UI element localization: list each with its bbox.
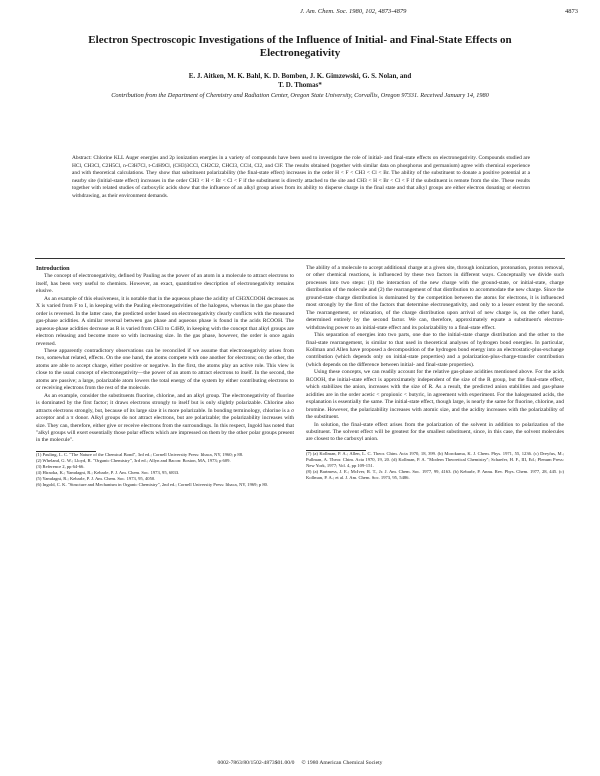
author-list xyxy=(100,72,500,90)
left-column xyxy=(36,265,294,488)
authors-line-2: T. D. Thomas* xyxy=(278,81,322,89)
footnote: (4) Hiraoka, K.; Yamdagni, R.; Kebarle, P. J. Am. Chem. Soc. 1973, 95, 6833. xyxy=(36,469,180,475)
paragraph: The ability of a molecule to accept additional charge at a given site, through ionization, protonation, proton removal, or other chemical reactions, is influenced by these two factors in different ways. Conceptually we divide such processes into two steps: (1) the interaction of the new charge with the ground-state, or initial-state, charge distribution of the molecule and (2) the rearrangement of that distribution to accommodate the new charge. Since the ground-state charge distribution is dominated by the competition between the atoms for electrons, it is influenced most strongly by the first of the factors that determine electronegativity, and only to a lesser extent by the second. The rearrangement, or relaxation, of the charge distribution upon arrival of new charge is, on the other hand, determined entirely by the second factor. We can, therefore, approximately equate a substituent's electron-withdrawing power to an initial-state effect and its polarizability to a final-state effect. xyxy=(306,265,564,331)
paragraph: Using these concepts, we can readily account for the relative gas-phase acidities mentioned above. For the acids RCOOH, the initial-state effect is approximately independent of the size of the R group, but the final-state effect, which stabilizes the anion, increases with the size of R. As a result, the predicted anion stabilities and gas-phase acidities are in the order acetic < propionic < butyric, in agreement with experiment. For the halogenated acids, the explanation is essentially the same. The initial-state effect, though large, is nearly the same for fluorine, chlorine, and bromine. However, the polarizability increases with atomic size, and the acidity increases with the polarizability of the substituent. xyxy=(306,369,564,421)
running-head: J. Am. Chem. Soc. 1980, 102, 4873-4879 xyxy=(300,8,407,15)
article-code: 0002-7863/80/1502-4873$01.00/0 xyxy=(217,760,295,766)
footnote: (6) Ingold, C. K. "Structure and Mechanism in Organic Chemistry", 2nd ed.; Cornell University Press: Ithaca, NY, 1969; p 80. xyxy=(36,481,269,487)
page-number: 4873 xyxy=(565,8,578,15)
section-heading-introduction: Introduction xyxy=(36,265,70,272)
copyright-notice: © 1980 American Chemical Society xyxy=(301,760,383,766)
article-title: Electron Spectroscopic Investigations of the Influence of Initial- and Final-State Effects on Electronegativity xyxy=(88,34,512,59)
authors-line-1: E. J. Aitken, M. K. Bahl, K. D. Bomben, J. K. Gimzewski, G. S. Nolan, and xyxy=(188,72,412,80)
footnotes-left xyxy=(36,452,294,488)
copyright-line xyxy=(0,760,600,766)
right-column xyxy=(306,265,564,481)
footnote: (8) (a) Bartmess, J. E.; McIver, R. T., Jr. J. Am. Chem. Soc. 1977, 99, 4163. (b) Kebarle, P. Annu. Rev. Phys. Chem. 1977, 28, 445. (c) Kollman, P. A.; et al. J. Am. Chem. Soc. 1973, 95, 5486. xyxy=(306,468,564,480)
paragraph: As an example, consider the substituents fluorine, chlorine, and an alkyl group. The electronegativity of fluorine is dominated by the first factor; it draws electrons strongly to itself but is only slightly polarizable. Chlorine also attracts electrons strongly, but, because of its large size it is more polarizable. In bonding terminology, chlorine is a σ acceptor and a π donor. Alkyl groups do not attract electrons, but are polarizable; the polarizability increases with size. They can, therefore, either give or receive electrons from the surroundings. In this respect, Ingold has noted that "alkyl groups will exert essentially those polar effects which are impressed on them by the other polar groups present in the molecule". xyxy=(36,392,294,444)
abstract: Abstract: Chlorine KLL Auger energies and 2p ionization energies in a variety of compounds have been used to investigate the role of initial- and final-state effects on electronegativity. Compounds studied are HCl, CH3Cl, C2H5Cl, n-C3H7Cl, t-C4H9Cl, (CH3)3CCl, CH2Cl2, CHCl3, CCl4, Cl2, and ClF. The results obtained (together with similar data on phosphorus and germanium) agree with chemical experience and with theoretical calculations. They show that substituent polarizability (the final-state effect) increases in the order H < F < CH3 < Cl < Br. The ability of the substituent to donate a positive potential at a nearby site (initial-state effect) increases in the order CH3 < H < Br < Cl < F if the substituent is directly attached to the site and CH3 < H < Br < Cl < F if the substituent is remote from the site. These results together with related studies of carboxylic acids show that the influence of an alkyl group arises from its ability to disperse charge in the final state and that alkyl groups are either electron donating or electron withdrawing, as their environment demands. xyxy=(72,155,530,199)
footnote: (3) Reference 2, pp 64-66. xyxy=(36,463,85,469)
affiliation: Contribution from the Department of Chemistry and Radiation Center, Oregon State University, Corvallis, Oregon 97331. Received January 14, 1980 xyxy=(111,92,489,99)
paragraph: The concept of electronegativity, defined by Pauling as the power of an atom in a molecule to attract electrons to itself, has been very useful to chemists. However, an exact, quantitative description of electronegativity remains elusive. xyxy=(36,273,294,295)
footnote: (1) Pauling, L. C. "The Nature of the Chemical Bond", 3rd ed.; Cornell University Press: Ithaca, NY, 1960; p 88. xyxy=(36,451,244,457)
footnotes-right xyxy=(306,451,564,481)
paragraph: In solution, the final-state effect arises from the polarization of the solvent in addition to polarization of the substituent. The solvent effect will be greatest for the smallest substituent, since, in this case, the solvent molecules are closest to the carboxyl anion. xyxy=(306,421,564,443)
abstract-divider xyxy=(35,258,565,259)
paragraph: These apparently contradictory observations can be reconciled if we assume that electronegativity arises from two, somewhat related, effects. On the one hand, the atoms compete with one another for electrons; on the other, the atoms are able to accept charge, either positive or negative. In the first, the atoms play an active role. This view is close to the usual concept of electronegativity—the power of an atom to attract electrons to itself. In the second, the atoms are passive; a large, polarizable atom lowers the total energy of the system by either contributing electrons to or receiving electrons from the rest of the molecule. xyxy=(36,347,294,392)
paragraph: This separation of energies into two parts, one due to the initial-state charge distribution and the other to the final-state rearrangement, is similar to that used in theoretical analyses of hydrogen bond energies. In particular, Kollman and Allen have proposed a decomposition of the hydrogen bond energy into an electrostatic-plus-exchange contribution (which depends only on initial-state properties) and a polarization-plus-charge-transfer contribution (which depends on the difference between initial- and final-state properties). xyxy=(306,332,564,368)
footnote: (5) Yamdagni, R.; Kebarle, P. J. Am. Chem. Soc. 1973, 95, 4050. xyxy=(36,475,156,481)
footnote: (2) Wheland, G. W.; Lloyd, R. "Organic Chemistry", 3rd ed.; Allyn and Bacon: Boston, MA, 1973; p 609. xyxy=(36,457,231,463)
paragraph: As an example of this elusiveness, it is notable that in the aqueous phase the acidity of CH3XCOOH decreases as X is varied from F to I, in keeping with the Pauling electronegativities of the halogens, whereas in the gas phase the order is reversed. In the latter case, the predicted order based on electronegativity clearly conflicts with the measured gas-phase acidities. A similar reversal between gas phase and aqueous phase is found in the acids RCOOH. The aqueous-phase acidities decrease as R is varied from CH3 to C4H9, in keeping with the concept that alkyl groups are electron releasing and become more so with increasing size. In the gas phase, however, the order is once again reversed. xyxy=(36,295,294,347)
footnote: (7) (a) Kollman, P. A.; Allen, L. C. Theor. Chim. Acta 1970, 18, 399. (b) Morokuma, K. J. Chem. Phys. 1971, 55, 1236. (c) Dreyfus, M.; Pullman, A. Theor. Chim. Acta 1970, 19, 20. (d) Kollman, P. A. "Modern Theoretical Chemistry"; Schaefer, H. F., III, Ed.; Plenum Press: New York, 1977; Vol. 4, pp 109-151. xyxy=(306,450,564,468)
